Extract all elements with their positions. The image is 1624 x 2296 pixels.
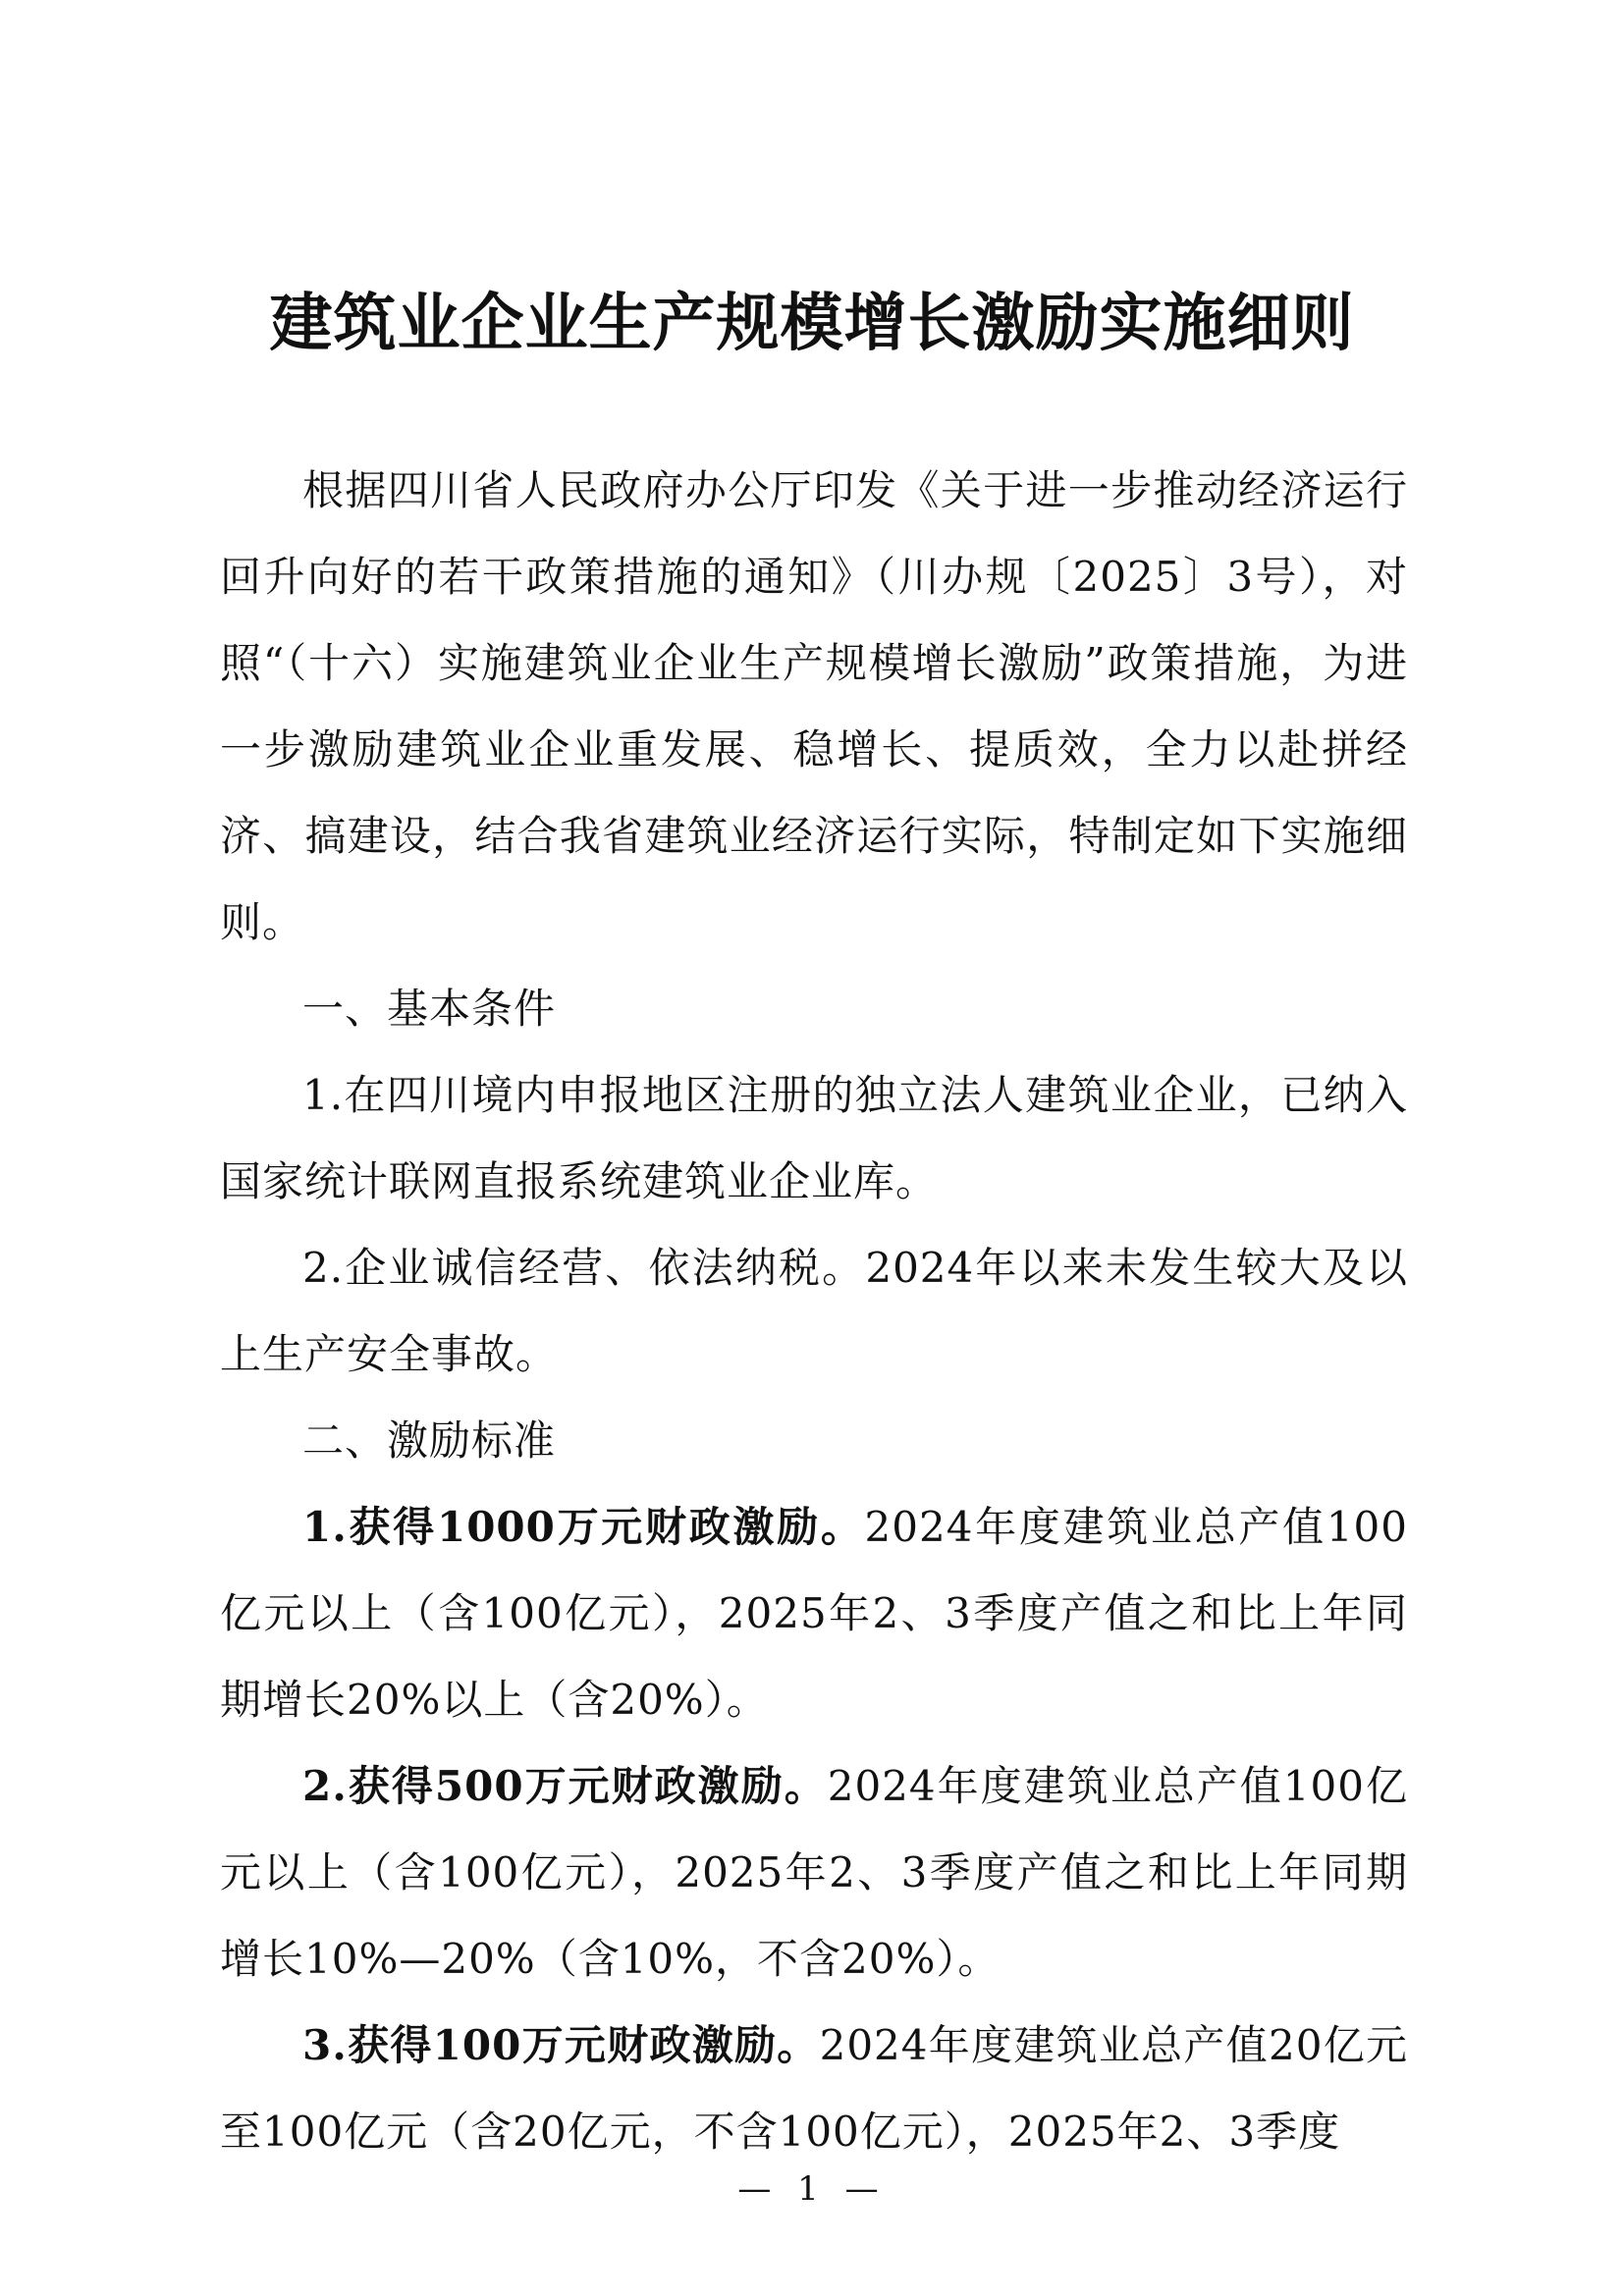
- page-number: — 1 —: [737, 2169, 887, 2209]
- standard-item-3-lead: 3.获得100万元财政激励。: [302, 2021, 820, 2069]
- document-title: 建筑业企业生产规模增长激励实施细则: [269, 287, 1355, 360]
- standard-item-1-text: 2024年度建筑业总产值100亿元以上（含100亿元），2025年2、3季度产值之和比上年同期增长20%以上（含20%）。: [220, 1503, 1408, 1724]
- standard-item-3: [220, 2002, 1408, 2175]
- standard-item-2-lead: 2.获得500万元财政激励。: [302, 1762, 828, 1810]
- standard-item-3-text: 2024年度建筑业总产值20亿元至100亿元（含20亿元，不含100亿元），2025年2、3季度: [220, 2021, 1408, 2156]
- intro-paragraph: 根据四川省人民政府办公厅印发《关于进一步推动经济运行回升向好的若干政策措施的通知》（川办规〔2025〕3号），对照“（十六）实施建筑业企业生产规模增长激励”政策措施，为进一步激励建筑业企业重发展、稳增长、提质效，全力以赴拼经济、搞建设，结合我省建筑业经济运行实际，特制定如下实施细则。: [220, 466, 1408, 946]
- standard-item-1-lead: 1.获得1000万元财政激励。: [302, 1503, 865, 1551]
- standard-item-2: [220, 1743, 1408, 2002]
- document-body: [220, 448, 1408, 2175]
- section-heading-incentive-standards: 二、激励标准: [302, 1416, 557, 1465]
- standard-item-1: [220, 1484, 1408, 1743]
- condition-item-2: 2.企业诚信经营、依法纳税。2024年以来未发生较大及以上生产安全事故。: [220, 1244, 1408, 1378]
- standard-item-2-text: 2024年度建筑业总产值100亿元以上（含100亿元），2025年2、3季度产值之和比上年同期增长10%—20%（含10%，不含20%）。: [220, 1762, 1408, 1983]
- condition-item-1: 1.在四川境内申报地区注册的独立法人建筑业企业，已纳入国家统计联网直报系统建筑业企业库。: [220, 1071, 1408, 1205]
- section-heading-basic-conditions: 一、基本条件: [302, 985, 557, 1033]
